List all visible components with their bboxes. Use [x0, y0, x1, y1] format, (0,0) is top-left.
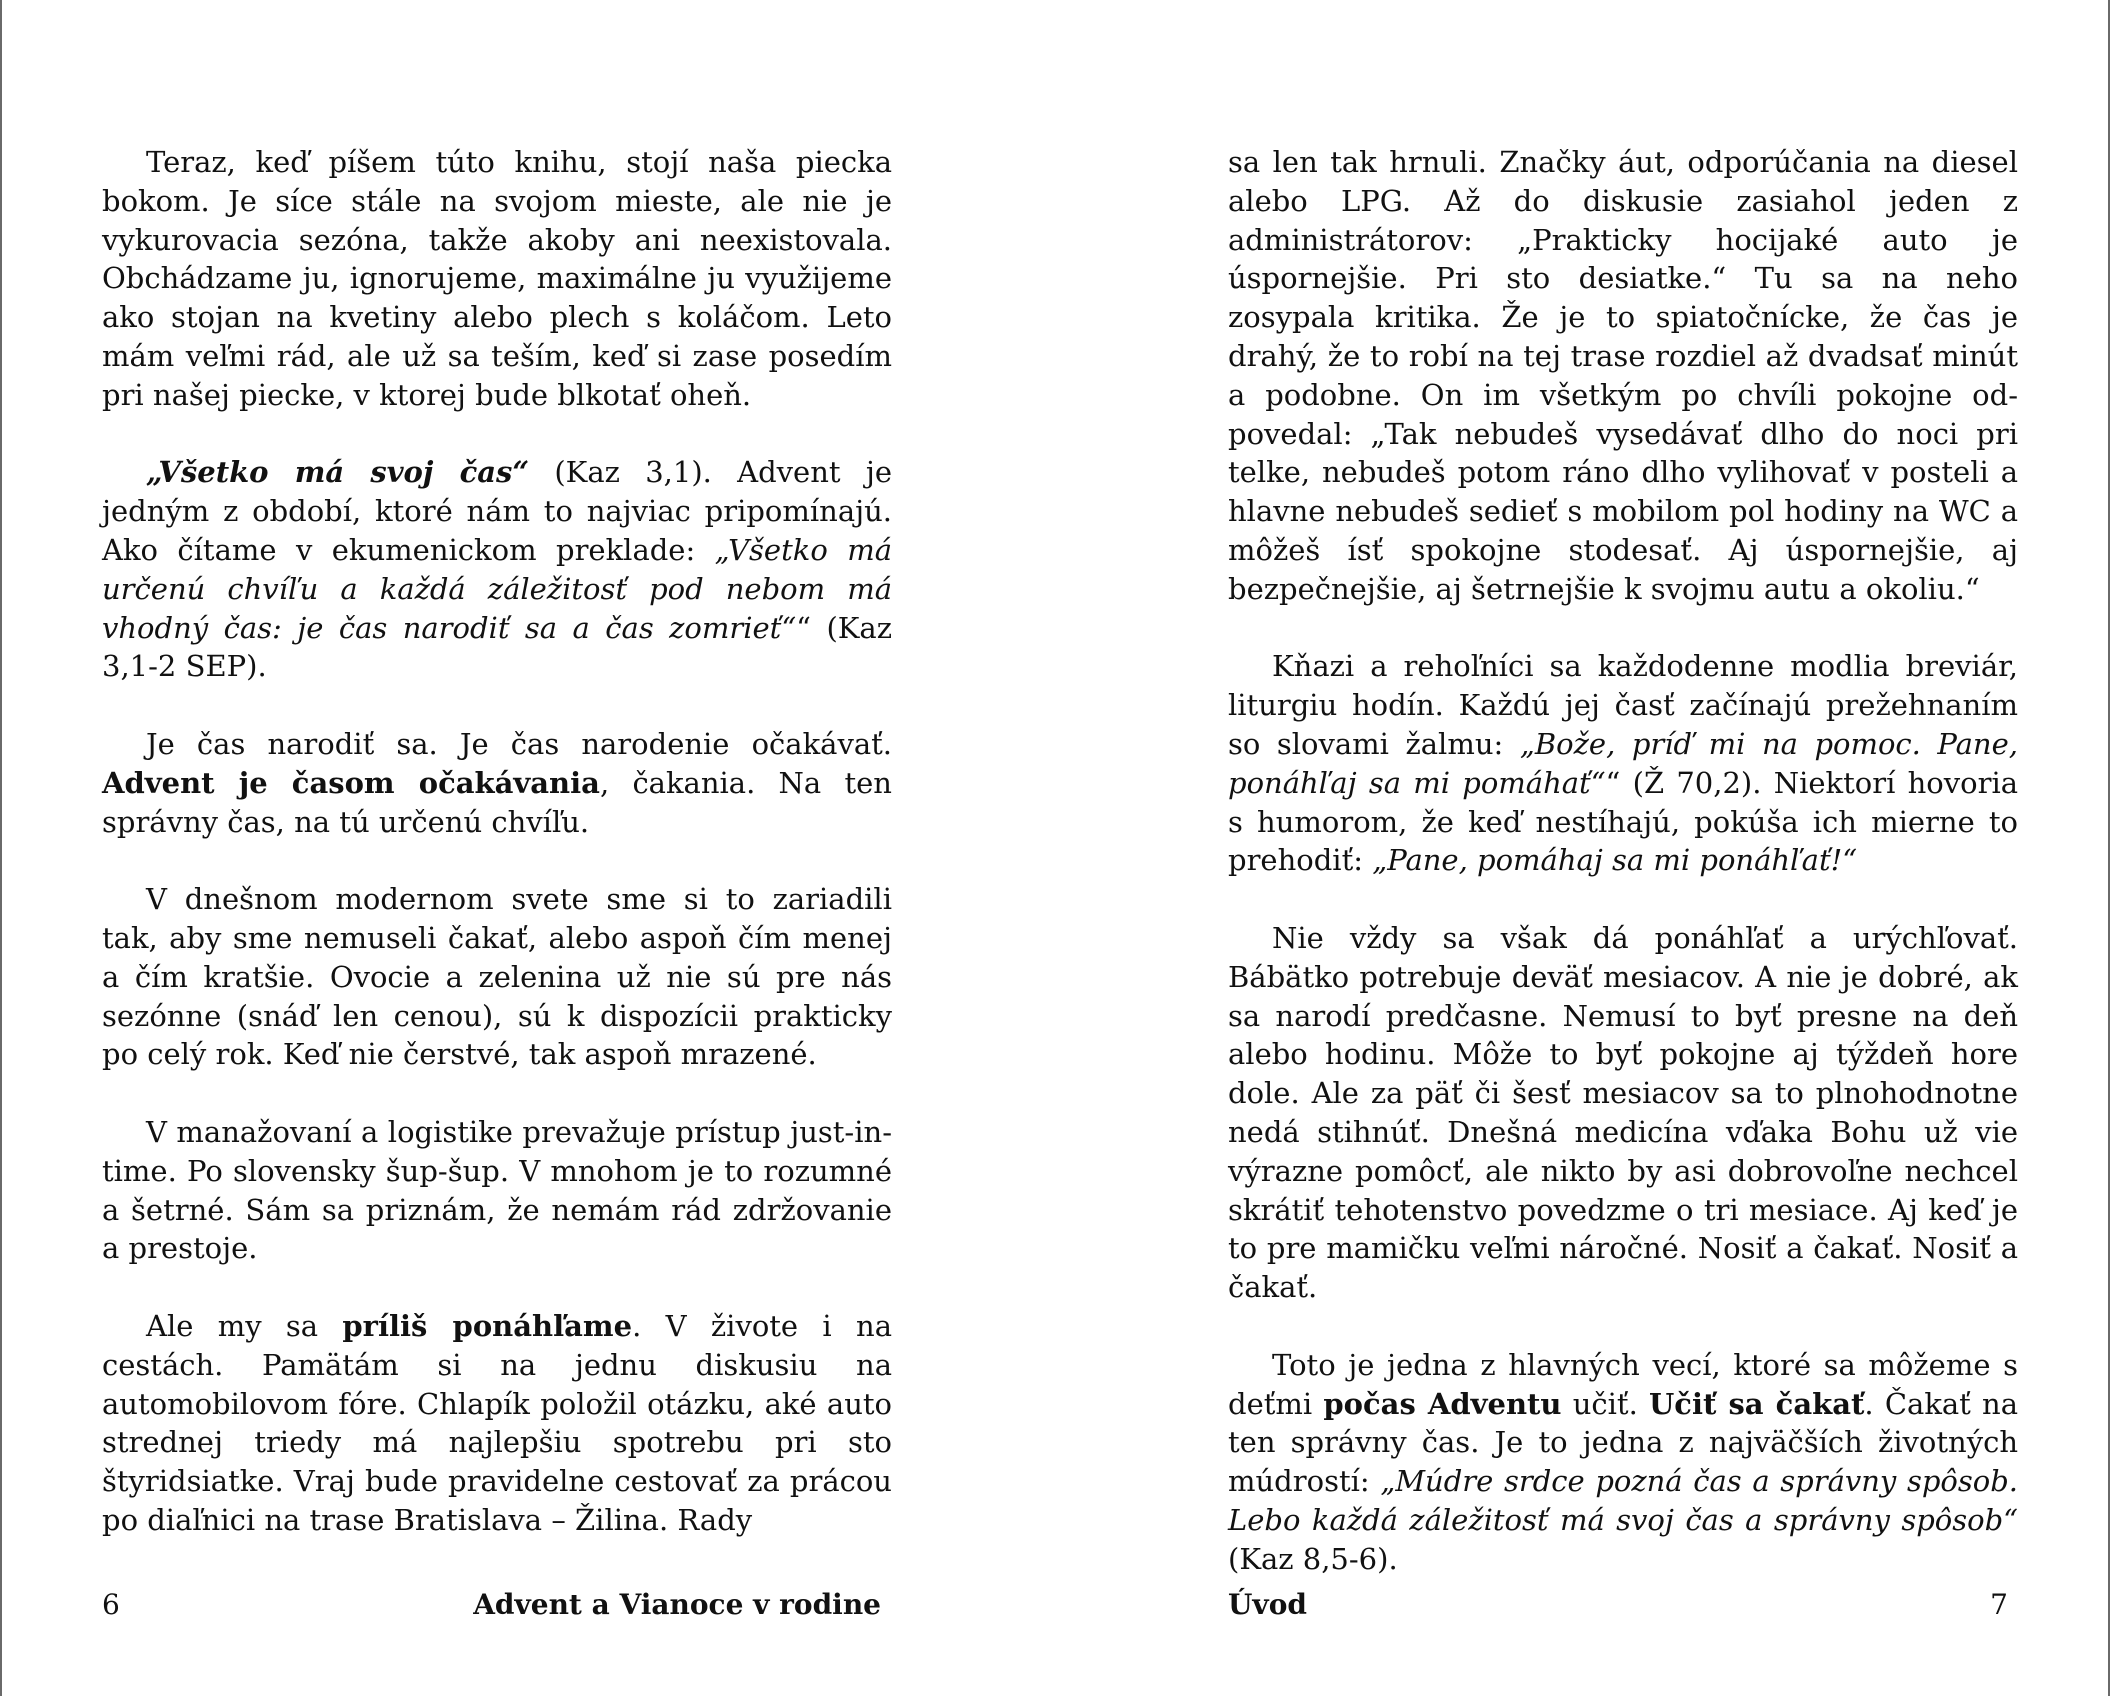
running-title-right: Úvod	[1228, 1588, 1307, 1621]
text-run: (Kaz 3,1). Advent je jedným z období, ktoré nám to najviac pripomínajú. Ako čítame v ekumenickom preklade:	[102, 455, 892, 567]
emphasis-run: Advent je časom očakávania	[102, 765, 600, 800]
paragraph	[1228, 143, 2018, 609]
paragraph	[102, 143, 892, 415]
text-run: “ (Ž 70,2). Niektorí hovoria s humorom, že keď nestíhajú, pokúša ich mierne to prehodiť:	[1228, 765, 2019, 878]
emphasis-run: „Všetko má určenú chvíľu a každá záležitosť pod nebom má vhodný čas: je čas narodiť sa a čas zomrieť“	[102, 532, 893, 645]
text-run: sa len tak hrnuli. Značky áut, odporúčania na diesel alebo LPG. Až do diskusie zasiahol jeden z administrátorov: „Prakticky hocijaké auto je úspornejšie. Pri sto desiatke.“ Tu sa na neho zosypala kritika. Že je to spiatočnícke, že čas je drahý, že to robí na tej trase rozdiel až dvadsať minút a podobne. On im všetkým po chvíli pokojne odpovedal: „Tak nebudeš vysedávať dlho do noci pri telke, nebudeš potom ráno dlho vylihovať v posteli a hlavne nebudeš sedieť s mobilom pol hodiny na WC a môžeš ísť spokojne stodesať. Aj úspornejšie, aj bezpečnejšie, aj šetrnejšie k svojmu autu a okoliu.“	[1228, 145, 2018, 606]
emphasis-run: „Pane, pomáhaj sa mi ponáhľať!“	[1372, 843, 1858, 878]
text-run: učiť.	[1561, 1386, 1650, 1421]
paragraph	[102, 453, 892, 686]
right-page	[1055, 0, 2110, 1696]
text-run: “ (Kaz 3,1-2 SEP).	[102, 610, 892, 684]
page-number-right: 7	[1990, 1588, 2008, 1621]
text-run: . Čakať na ten správny čas. Je to jedna z najväčších životných múdrostí:	[1228, 1386, 2019, 1499]
right-page-body	[1228, 143, 2018, 1578]
emphasis-run: počas Adventu	[1323, 1386, 1562, 1421]
running-title-left: Advent a Vianoce v rodine	[473, 1588, 881, 1621]
text-run: Nie vždy sa však dá ponáhľať a urýchľovať. Bábätko potrebuje deväť mesiacov. A nie je dobré, ak sa narodí predčasne. Nemusí to byť presne na deň alebo hodinu. Môže to byť pokojne aj týždeň hore dole. Ale za päť či šesť mesiacov sa to plnohodnotne nedá stihnúť. Dnešná medicína vďaka Bohu už vie výrazne pomôcť, ale nikto by asi dobrovoľne nechcel skrátiť tehotenstvo povedzme o tri mesiace. Aj keď je to pre mamičku veľmi náročné. Nosiť a čakať. Nosiť a čakať.	[1228, 920, 2018, 1305]
paragraph	[102, 725, 892, 841]
page-number-left: 6	[102, 1588, 120, 1621]
emphasis-run: príliš ponáhľame	[342, 1308, 633, 1343]
emphasis-run: Učiť sa čakať	[1649, 1386, 1865, 1421]
paragraph	[102, 1113, 892, 1268]
emphasis-run: „Všetko má svoj čas“	[146, 455, 530, 490]
text-run: (Kaz 8,5-6).	[1228, 1541, 1398, 1576]
text-run: V manažovaní a logistike prevažuje prístup just-intime. Po slovensky šup-šup. V mnohom je to rozumné a šetrné. Sám sa priznám, že nemám rád zdržovanie a prestoje.	[102, 1114, 892, 1266]
text-run: . V živote i na cestách. Pamätám si na jednu diskusiu na automobilovom fóre. Chlapík položil otázku, aké auto strednej triedy má najlepšiu spotrebu pri sto štyridsiatke. Vraj bude pravidelne cestovať za prácou po diaľnici na trase Bratislava – Žilina. Rady	[102, 1308, 892, 1537]
paragraph	[1228, 1346, 2018, 1579]
text-run: Ale my sa	[146, 1308, 343, 1343]
text-run: Je čas narodiť sa. Je čas narodenie očakávať.	[146, 726, 892, 761]
paragraph	[1228, 919, 2018, 1307]
left-page-body	[102, 143, 892, 1540]
text-run: Kňazi a rehoľníci sa každodenne modlia breviár, liturgiu hodín. Každú jej časť začínajú prežehnaním so slovami žalmu:	[1228, 649, 2018, 761]
paragraph	[1228, 647, 2018, 880]
emphasis-run: „Múdre srdce pozná čas a správny spôsob. Lebo každá záležitosť má svoj čas a správny spôsob“	[1228, 1464, 2018, 1537]
paragraph	[102, 1307, 892, 1540]
text-run: , čakania. Na ten správny čas, na tú určenú chvíľu.	[102, 765, 892, 839]
text-run: V dnešnom modernom svete sme si to zariadili tak, aby sme nemuseli čakať, alebo aspoň čím menej a čím kratšie. Ovocie a zelenina už nie sú pre nás sezónne (snáď len cenou), sú k dispozícii prakticky po celý rok. Keď nie čerstvé, tak aspoň mrazené.	[102, 882, 892, 1072]
paragraph	[102, 880, 892, 1074]
text-run: Teraz, keď píšem túto knihu, stojí naša piecka bokom. Je síce stále na svojom mieste, ale nie je vykurovacia sezóna, takže akoby ani neexistovala. Obchádzame ju, ignorujeme, maximálne ju využijeme ako stojan na kvetiny alebo plech s koláčom. Leto mám veľmi rád, ale už sa teším, keď si zase posedím pri našej piecke, v ktorej bude blkotať oheň.	[102, 145, 892, 412]
emphasis-run: „Bože, príď mi na pomoc. Pane, ponáhľaj sa mi pomáhať“	[1228, 726, 2018, 800]
text-run: Toto je jedna z hlavných vecí, ktoré sa môžeme s deťmi	[1228, 1347, 2018, 1421]
